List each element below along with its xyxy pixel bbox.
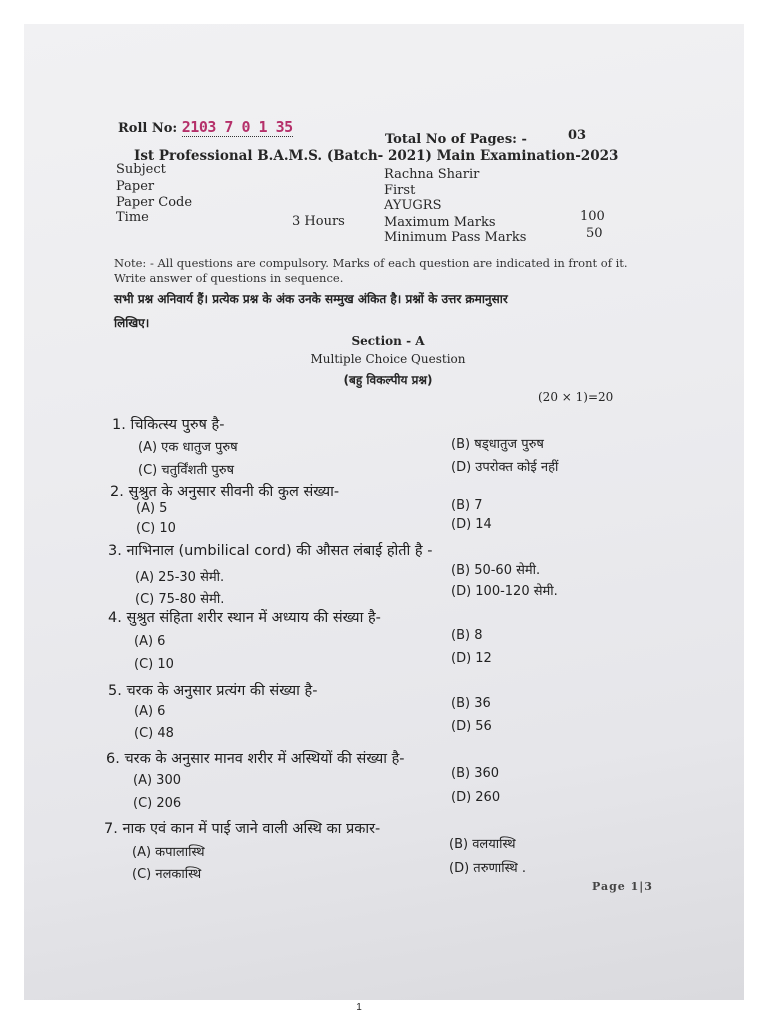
paper-code-value: AYUGRS [384,198,442,213]
q6-option-a: (A) 300 [133,773,181,788]
scan-page-number: 1 [356,1002,362,1013]
q6-option-b: (B) 360 [451,766,500,781]
q3-option-c: (C) 75-80 सेमी. [135,592,225,607]
question-5: 5. चरक के अनुसार प्रत्यंग की संख्या है- [108,683,318,699]
q2-option-c: (C) 10 [136,521,176,536]
section-marks: (20 × 1)=20 [538,390,614,404]
q5-option-a: (A) 6 [134,704,166,719]
q7-option-d: (D) तरुणास्थि . [449,861,526,876]
subject-value: Rachna Sharir [384,167,480,182]
max-marks-value: 100 [580,209,605,224]
q4-option-d: (D) 12 [451,651,492,666]
q7-option-b: (B) वलयास्थि [449,837,516,852]
question-3: 3. नाभिनाल (umbilical cord) की औसत लंबाई होती है - [108,543,433,559]
section-subtitle-hindi: (बहु विकल्पीय प्रश्न) [343,373,433,387]
question-6: 6. चरक के अनुसार मानव शरीर में अस्थियों की संख्या है- [106,751,405,767]
q7-option-c: (C) नलकास्थि [132,867,202,882]
q1-option-a: (A) एक धातुज पुरुष [138,440,238,455]
page-number: Page 1|3 [592,880,653,893]
exam-title: Ist Professional B.A.M.S. (Batch- 2021) Main Examination-2023 [134,148,619,164]
q6-option-c: (C) 206 [133,796,182,811]
time-label: Time [116,210,149,225]
exam-paper [104,104,653,904]
q6-option-d: (D) 260 [451,790,501,805]
instructions-hindi-line1: सभी प्रश्न अनिवार्य हैं। प्रत्येक प्रश्न के अंक उनके सम्मुख अंकित है। प्रश्नों के उत्तर क्रमानुसार [114,292,508,306]
roll-label: Roll No: [118,121,178,136]
q2-option-a: (A) 5 [136,501,168,516]
time-value: 3 Hours [292,214,345,229]
q5-option-c: (C) 48 [134,726,174,741]
q3-option-d: (D) 100-120 सेमी. [451,584,558,599]
roll-number-row [118,118,293,136]
q7-option-a: (A) कपालास्थि [132,845,205,860]
question-4: 4. सुश्रुत संहिता शरीर स्थान में अध्याय की संख्या है- [108,610,381,626]
q2-option-b: (B) 7 [451,498,483,513]
total-pages-value: 03 [568,128,587,143]
q1-option-d: (D) उपरोक्त कोई नहीं [451,460,559,475]
q1-option-b: (B) षड्धातुज पुरुष [451,437,544,452]
instructions-english: Note: - All questions are compulsory. Marks of each question are indicated in front of it. Write answer of questions in sequence. [114,256,628,285]
subject-label: Subject [116,162,166,177]
q5-option-b: (B) 36 [451,696,491,711]
question-7: 7. नाक एवं कान में पाई जाने वाली अस्थि का प्रकार- [104,821,381,837]
q4-option-c: (C) 10 [134,657,174,672]
q3-option-b: (B) 50-60 सेमी. [451,563,541,578]
question-2: 2. सुश्रुत के अनुसार सीवनी की कुल संख्या- [110,484,340,500]
question-1: 1. चिकित्स्य पुरुष है- [112,417,225,433]
q3-option-a: (A) 25-30 सेमी. [135,570,225,585]
instructions-hindi-line2: लिखिए। [114,316,150,330]
paper-value: First [384,183,416,198]
total-pages-label: Total No of Pages: - [385,132,527,147]
min-marks-value: 50 [586,226,603,241]
min-marks-label: Minimum Pass Marks [384,230,527,245]
q4-option-a: (A) 6 [134,634,166,649]
paper-label: Paper [116,179,155,194]
q5-option-d: (D) 56 [451,719,492,734]
q1-option-c: (C) चतुर्विंशती पुरुष [138,463,235,478]
section-title: Section - A [351,334,425,348]
paper-code-label: Paper Code [116,195,193,210]
roll-number-handwritten: 2103 7 0 1 35 [181,118,293,136]
max-marks-label: Maximum Marks [384,215,496,230]
q2-option-d: (D) 14 [451,517,492,532]
q4-option-b: (B) 8 [451,628,483,643]
section-subtitle: Multiple Choice Question [310,352,466,366]
